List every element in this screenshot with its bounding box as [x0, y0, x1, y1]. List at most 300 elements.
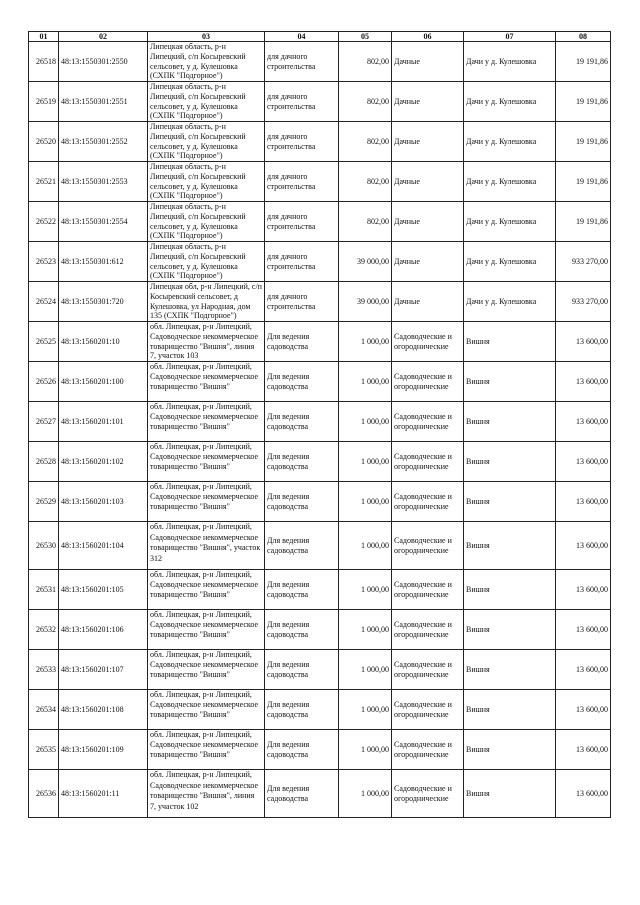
cadastral-number-text: 48:13:1550301:2553: [61, 176, 128, 186]
row-number-text: 26533: [36, 664, 56, 674]
permitted-use-text: Для ведения садоводства: [267, 699, 310, 719]
land-category-cell: [392, 770, 464, 818]
land-category-cell: [392, 650, 464, 690]
address-text: Липецкая обл, р-н Липецкий, с/п Косыревский сельсовет, д Кулешовка, ул Народная, дом 135 (СХПК "Подгорное"): [150, 282, 262, 321]
header-cell: 03: [148, 32, 265, 42]
cadastral-value-text: 13 600,00: [576, 456, 608, 466]
address-text: обл. Липецкая, р-н Липецкий, Садоводческое некоммерческое товарищество "Вишня": [150, 442, 259, 471]
area-cell: [339, 570, 392, 610]
cadastral-number-cell: [59, 650, 148, 690]
row-number-text: 26524: [36, 296, 56, 306]
permitted-use-text: для дачного строительства: [267, 211, 316, 231]
address-cell: [148, 690, 265, 730]
area-cell: [339, 442, 392, 482]
area-text: 39 000,00: [357, 256, 389, 266]
cadastral-number-text: 48:13:1560201:101: [61, 416, 124, 426]
land-category-text: Садоводческие и огороднические: [394, 699, 452, 719]
table-row: [29, 242, 611, 282]
permitted-use-cell: [265, 242, 339, 282]
address-text: обл. Липецкая, р-н Липецкий, Садоводческое некоммерческое товарищество "Вишня", линия 7, участок 103: [150, 322, 259, 361]
area-text: 1 000,00: [361, 336, 389, 346]
location-group-cell: [464, 482, 556, 522]
cadastral-value-text: 13 600,00: [576, 496, 608, 506]
row-number-cell: [29, 162, 59, 202]
address-text: Липецкая область, р-н Липецкий, с/п Косыревский сельсовет, у д. Кулешовка (СХПК "Подгорное"): [150, 42, 246, 81]
cadastral-value-cell: [556, 322, 611, 362]
cadastral-value-cell: [556, 442, 611, 482]
address-cell: [148, 162, 265, 202]
row-number-cell: [29, 442, 59, 482]
location-group-cell: [464, 362, 556, 402]
address-cell: [148, 242, 265, 282]
address-cell: [148, 442, 265, 482]
row-number-text: 26520: [36, 136, 56, 146]
cadastral-value-cell: [556, 730, 611, 770]
area-cell: [339, 690, 392, 730]
table-row: [29, 282, 611, 322]
location-group-text: Дачи у д. Кулешовка: [466, 256, 537, 266]
row-number-cell: [29, 242, 59, 282]
row-number-text: 26529: [36, 496, 56, 506]
area-cell: [339, 162, 392, 202]
address-cell: [148, 730, 265, 770]
header-cell: 05: [339, 32, 392, 42]
address-text: обл. Липецкая, р-н Липецкий, Садоводческое некоммерческое товарищество "Вишня", участок 312: [150, 522, 261, 563]
address-text: обл. Липецкая, р-н Липецкий, Садоводческое некоммерческое товарищество "Вишня": [150, 610, 259, 639]
location-group-cell: [464, 730, 556, 770]
header-row: [29, 32, 611, 42]
land-category-cell: [392, 242, 464, 282]
cadastral-value-text: 19 191,86: [576, 136, 608, 146]
permitted-use-text: Для ведения садоводства: [267, 491, 310, 511]
address-text: Липецкая область, р-н Липецкий, с/п Косыревский сельсовет, у д. Кулешовка (СХПК "Подгорное"): [150, 122, 246, 161]
cadastral-number-cell: [59, 82, 148, 122]
row-number-cell: [29, 402, 59, 442]
row-number-text: 26535: [36, 744, 56, 754]
area-cell: [339, 282, 392, 322]
cadastral-value-text: 19 191,86: [576, 56, 608, 66]
row-number-text: 26523: [36, 256, 56, 266]
permitted-use-text: для дачного строительства: [267, 51, 316, 71]
permitted-use-text: для дачного строительства: [267, 91, 316, 111]
area-text: 1 000,00: [361, 376, 389, 386]
area-cell: [339, 650, 392, 690]
location-group-text: Дачи у д. Кулешовка: [466, 176, 537, 186]
row-number-text: 26534: [36, 704, 56, 714]
land-category-cell: [392, 730, 464, 770]
permitted-use-cell: [265, 690, 339, 730]
cadastral-number-cell: [59, 122, 148, 162]
address-cell: [148, 650, 265, 690]
cadastral-value-cell: [556, 570, 611, 610]
address-text: обл. Липецкая, р-н Липецкий, Садоводческое некоммерческое товарищество "Вишня": [150, 690, 259, 719]
row-number-cell: [29, 122, 59, 162]
area-text: 1 000,00: [361, 496, 389, 506]
location-group-cell: [464, 770, 556, 818]
row-number-cell: [29, 570, 59, 610]
area-text: 802,00: [367, 176, 389, 186]
cadastral-value-text: 933 270,00: [572, 256, 608, 266]
area-cell: [339, 522, 392, 570]
land-category-text: Садоводческие и огороднические: [394, 411, 452, 431]
permitted-use-text: для дачного строительства: [267, 291, 316, 311]
row-number-text: 26521: [36, 176, 56, 186]
cadastral-number-cell: [59, 570, 148, 610]
permitted-use-text: для дачного строительства: [267, 171, 316, 191]
cadastral-number-text: 48:13:1560201:102: [61, 456, 124, 466]
location-group-text: Вишня: [466, 376, 490, 386]
address-text: обл. Липецкая, р-н Липецкий, Садоводческое некоммерческое товарищество "Вишня": [150, 362, 259, 391]
area-cell: [339, 730, 392, 770]
cadastral-number-cell: [59, 322, 148, 362]
area-text: 1 000,00: [361, 704, 389, 714]
cadastral-value-text: 19 191,86: [576, 176, 608, 186]
permitted-use-cell: [265, 570, 339, 610]
permitted-use-cell: [265, 82, 339, 122]
area-cell: [339, 610, 392, 650]
location-group-cell: [464, 610, 556, 650]
cadastral-number-cell: [59, 522, 148, 570]
area-text: 1 000,00: [361, 788, 389, 798]
cadastral-number-text: 48:13:1550301:2550: [61, 56, 128, 66]
row-number-cell: [29, 770, 59, 818]
location-group-cell: [464, 122, 556, 162]
address-text: обл. Липецкая, р-н Липецкий, Садоводческое некоммерческое товарищество "Вишня", линия 7, участок 102: [150, 770, 259, 811]
cadastral-value-cell: [556, 650, 611, 690]
location-group-text: Вишня: [466, 664, 490, 674]
permitted-use-cell: [265, 282, 339, 322]
location-group-cell: [464, 242, 556, 282]
row-number-cell: [29, 522, 59, 570]
address-cell: [148, 322, 265, 362]
row-number-cell: [29, 690, 59, 730]
location-group-cell: [464, 442, 556, 482]
cadastral-value-text: 933 270,00: [572, 296, 608, 306]
cadastral-number-text: 48:13:1550301:2552: [61, 136, 128, 146]
registry-table: [28, 31, 611, 818]
land-category-cell: [392, 482, 464, 522]
cadastral-value-text: 13 600,00: [576, 704, 608, 714]
cadastral-number-text: 48:13:1560201:104: [61, 540, 124, 550]
row-number-cell: [29, 730, 59, 770]
address-cell: [148, 482, 265, 522]
area-cell: [339, 482, 392, 522]
cadastral-value-cell: [556, 402, 611, 442]
area-cell: [339, 202, 392, 242]
permitted-use-cell: [265, 730, 339, 770]
cadastral-number-text: 48:13:1550301:720: [61, 296, 124, 306]
location-group-cell: [464, 650, 556, 690]
land-category-text: Дачные: [394, 136, 420, 146]
permitted-use-text: Для ведения садоводства: [267, 579, 310, 599]
land-category-cell: [392, 42, 464, 82]
permitted-use-text: Для ведения садоводства: [267, 619, 310, 639]
permitted-use-cell: [265, 122, 339, 162]
permitted-use-text: Для ведения садоводства: [267, 331, 310, 351]
permitted-use-cell: [265, 42, 339, 82]
cadastral-number-cell: [59, 202, 148, 242]
permitted-use-cell: [265, 322, 339, 362]
land-category-text: Садоводческие и огороднические: [394, 619, 452, 639]
table-row: [29, 162, 611, 202]
land-category-cell: [392, 610, 464, 650]
address-cell: [148, 362, 265, 402]
cadastral-value-text: 13 600,00: [576, 788, 608, 798]
cadastral-number-cell: [59, 442, 148, 482]
cadastral-value-cell: [556, 690, 611, 730]
area-text: 802,00: [367, 96, 389, 106]
location-group-cell: [464, 282, 556, 322]
land-category-cell: [392, 522, 464, 570]
permitted-use-cell: [265, 402, 339, 442]
location-group-text: Вишня: [466, 584, 490, 594]
cadastral-number-cell: [59, 242, 148, 282]
cadastral-number-text: 48:13:1560201:108: [61, 704, 124, 714]
location-group-cell: [464, 570, 556, 610]
area-cell: [339, 362, 392, 402]
land-category-cell: [392, 322, 464, 362]
location-group-text: Вишня: [466, 788, 490, 798]
permitted-use-text: для дачного строительства: [267, 131, 316, 151]
permitted-use-cell: [265, 442, 339, 482]
location-group-text: Дачи у д. Кулешовка: [466, 96, 537, 106]
table-row: [29, 730, 611, 770]
area-text: 1 000,00: [361, 416, 389, 426]
location-group-cell: [464, 522, 556, 570]
location-group-cell: [464, 42, 556, 82]
cadastral-value-cell: [556, 122, 611, 162]
cadastral-number-cell: [59, 402, 148, 442]
cadastral-number-cell: [59, 282, 148, 322]
cadastral-value-text: 13 600,00: [576, 584, 608, 594]
permitted-use-cell: [265, 650, 339, 690]
cadastral-number-text: 48:13:1560201:106: [61, 624, 124, 634]
cadastral-value-cell: [556, 482, 611, 522]
location-group-text: Вишня: [466, 336, 490, 346]
land-category-cell: [392, 122, 464, 162]
location-group-text: Дачи у д. Кулешовка: [466, 56, 537, 66]
row-number-text: 26522: [36, 216, 56, 226]
location-group-text: Вишня: [466, 496, 490, 506]
land-category-cell: [392, 362, 464, 402]
cadastral-number-text: 48:13:1550301:2554: [61, 216, 128, 226]
table-row: [29, 650, 611, 690]
land-category-cell: [392, 402, 464, 442]
location-group-text: Дачи у д. Кулешовка: [466, 216, 537, 226]
row-number-cell: [29, 82, 59, 122]
address-text: Липецкая область, р-н Липецкий, с/п Косыревский сельсовет, у д. Кулешовка (СХПК "Подгорное"): [150, 162, 246, 201]
address-cell: [148, 122, 265, 162]
area-cell: [339, 402, 392, 442]
area-cell: [339, 122, 392, 162]
row-number-cell: [29, 650, 59, 690]
table-row: [29, 690, 611, 730]
cadastral-number-cell: [59, 162, 148, 202]
address-cell: [148, 42, 265, 82]
cadastral-number-cell: [59, 362, 148, 402]
address-cell: [148, 570, 265, 610]
land-category-cell: [392, 162, 464, 202]
address-text: обл. Липецкая, р-н Липецкий, Садоводческое некоммерческое товарищество "Вишня": [150, 402, 259, 431]
table-row: [29, 202, 611, 242]
land-category-cell: [392, 570, 464, 610]
row-number-text: 26527: [36, 416, 56, 426]
land-category-cell: [392, 202, 464, 242]
area-text: 802,00: [367, 56, 389, 66]
cadastral-value-text: 19 191,86: [576, 96, 608, 106]
address-cell: [148, 82, 265, 122]
table-row: [29, 442, 611, 482]
cadastral-value-cell: [556, 202, 611, 242]
cadastral-value-cell: [556, 282, 611, 322]
land-category-text: Садоводческие и огороднические: [394, 739, 452, 759]
land-category-text: Садоводческие и огороднические: [394, 579, 452, 599]
permitted-use-text: для дачного строительства: [267, 251, 316, 271]
cadastral-value-text: 13 600,00: [576, 624, 608, 634]
land-category-text: Садоводческие и огороднические: [394, 783, 452, 803]
table-row: [29, 122, 611, 162]
permitted-use-text: Для ведения садоводства: [267, 371, 310, 391]
table-row: [29, 522, 611, 570]
cadastral-value-text: 13 600,00: [576, 416, 608, 426]
address-text: обл. Липецкая, р-н Липецкий, Садоводческое некоммерческое товарищество "Вишня": [150, 650, 259, 679]
location-group-text: Дачи у д. Кулешовка: [466, 296, 537, 306]
cadastral-value-text: 13 600,00: [576, 540, 608, 550]
cadastral-value-text: 13 600,00: [576, 376, 608, 386]
location-group-cell: [464, 202, 556, 242]
land-category-text: Дачные: [394, 176, 420, 186]
address-cell: [148, 610, 265, 650]
location-group-text: Вишня: [466, 416, 490, 426]
address-text: Липецкая область, р-н Липецкий, с/п Косыревский сельсовет, у д. Кулешовка (СХПК "Подгорное"): [150, 202, 246, 241]
permitted-use-cell: [265, 770, 339, 818]
row-number-text: 26531: [36, 584, 56, 594]
land-category-text: Дачные: [394, 56, 420, 66]
land-category-text: Садоводческие и огороднические: [394, 451, 452, 471]
location-group-text: Вишня: [466, 456, 490, 466]
row-number-cell: [29, 42, 59, 82]
area-text: 802,00: [367, 136, 389, 146]
land-category-cell: [392, 690, 464, 730]
row-number-cell: [29, 322, 59, 362]
land-category-cell: [392, 82, 464, 122]
table-row: [29, 770, 611, 818]
permitted-use-text: Для ведения садоводства: [267, 411, 310, 431]
address-text: Липецкая область, р-н Липецкий, с/п Косыревский сельсовет, у д. Кулешовка (СХПК "Подгорное"): [150, 82, 246, 121]
cadastral-number-text: 48:13:1550301:2551: [61, 96, 128, 106]
cadastral-value-cell: [556, 162, 611, 202]
row-number-cell: [29, 610, 59, 650]
cadastral-value-text: 13 600,00: [576, 664, 608, 674]
land-category-text: Дачные: [394, 216, 420, 226]
cadastral-value-cell: [556, 82, 611, 122]
cadastral-number-text: 48:13:1560201:105: [61, 584, 124, 594]
row-number-cell: [29, 482, 59, 522]
cadastral-number-text: 48:13:1550301:612: [61, 256, 124, 266]
row-number-text: 26519: [36, 96, 56, 106]
cadastral-number-cell: [59, 610, 148, 650]
location-group-cell: [464, 82, 556, 122]
location-group-cell: [464, 162, 556, 202]
permitted-use-cell: [265, 202, 339, 242]
header-cell: 06: [392, 32, 464, 42]
location-group-text: Вишня: [466, 704, 490, 714]
cadastral-value-text: 13 600,00: [576, 336, 608, 346]
cadastral-value-cell: [556, 362, 611, 402]
location-group-text: Вишня: [466, 624, 490, 634]
permitted-use-cell: [265, 362, 339, 402]
cadastral-value-cell: [556, 770, 611, 818]
location-group-cell: [464, 402, 556, 442]
row-number-cell: [29, 282, 59, 322]
area-text: 802,00: [367, 216, 389, 226]
cadastral-number-text: 48:13:1560201:10: [61, 336, 120, 346]
area-cell: [339, 42, 392, 82]
cadastral-number-cell: [59, 482, 148, 522]
cadastral-number-text: 48:13:1560201:100: [61, 376, 124, 386]
table-row: [29, 570, 611, 610]
area-text: 1 000,00: [361, 664, 389, 674]
permitted-use-cell: [265, 522, 339, 570]
header-cell: 08: [556, 32, 611, 42]
address-cell: [148, 282, 265, 322]
cadastral-value-text: 13 600,00: [576, 744, 608, 754]
area-text: 39 000,00: [357, 296, 389, 306]
address-cell: [148, 522, 265, 570]
permitted-use-cell: [265, 610, 339, 650]
cadastral-number-text: 48:13:1560201:103: [61, 496, 124, 506]
table-row: [29, 482, 611, 522]
location-group-cell: [464, 322, 556, 362]
cadastral-value-cell: [556, 242, 611, 282]
address-text: обл. Липецкая, р-н Липецкий, Садоводческое некоммерческое товарищество "Вишня": [150, 570, 259, 599]
address-cell: [148, 202, 265, 242]
table-row: [29, 322, 611, 362]
area-cell: [339, 242, 392, 282]
table-row: [29, 82, 611, 122]
location-group-text: Вишня: [466, 540, 490, 550]
permitted-use-cell: [265, 162, 339, 202]
cadastral-number-cell: [59, 770, 148, 818]
header-cell: 07: [464, 32, 556, 42]
land-category-text: Садоводческие и огороднические: [394, 659, 452, 679]
header-cell: 04: [265, 32, 339, 42]
area-text: 1 000,00: [361, 584, 389, 594]
area-cell: [339, 770, 392, 818]
land-category-cell: [392, 282, 464, 322]
row-number-text: 26528: [36, 456, 56, 466]
cadastral-number-cell: [59, 690, 148, 730]
cadastral-number-text: 48:13:1560201:109: [61, 744, 124, 754]
row-number-text: 26530: [36, 540, 56, 550]
permitted-use-text: Для ведения садоводства: [267, 535, 310, 555]
header-cell: 02: [59, 32, 148, 42]
row-number-cell: [29, 362, 59, 402]
row-number-text: 26532: [36, 624, 56, 634]
location-group-text: Дачи у д. Кулешовка: [466, 136, 537, 146]
land-category-text: Дачные: [394, 96, 420, 106]
cadastral-value-text: 19 191,86: [576, 216, 608, 226]
cadastral-value-cell: [556, 42, 611, 82]
area-cell: [339, 322, 392, 362]
header-cell: 01: [29, 32, 59, 42]
area-cell: [339, 82, 392, 122]
address-cell: [148, 402, 265, 442]
row-number-cell: [29, 202, 59, 242]
row-number-text: 26526: [36, 376, 56, 386]
address-text: обл. Липецкая, р-н Липецкий, Садоводческое некоммерческое товарищество "Вишня": [150, 730, 259, 759]
land-category-text: Садоводческие и огороднические: [394, 491, 452, 511]
